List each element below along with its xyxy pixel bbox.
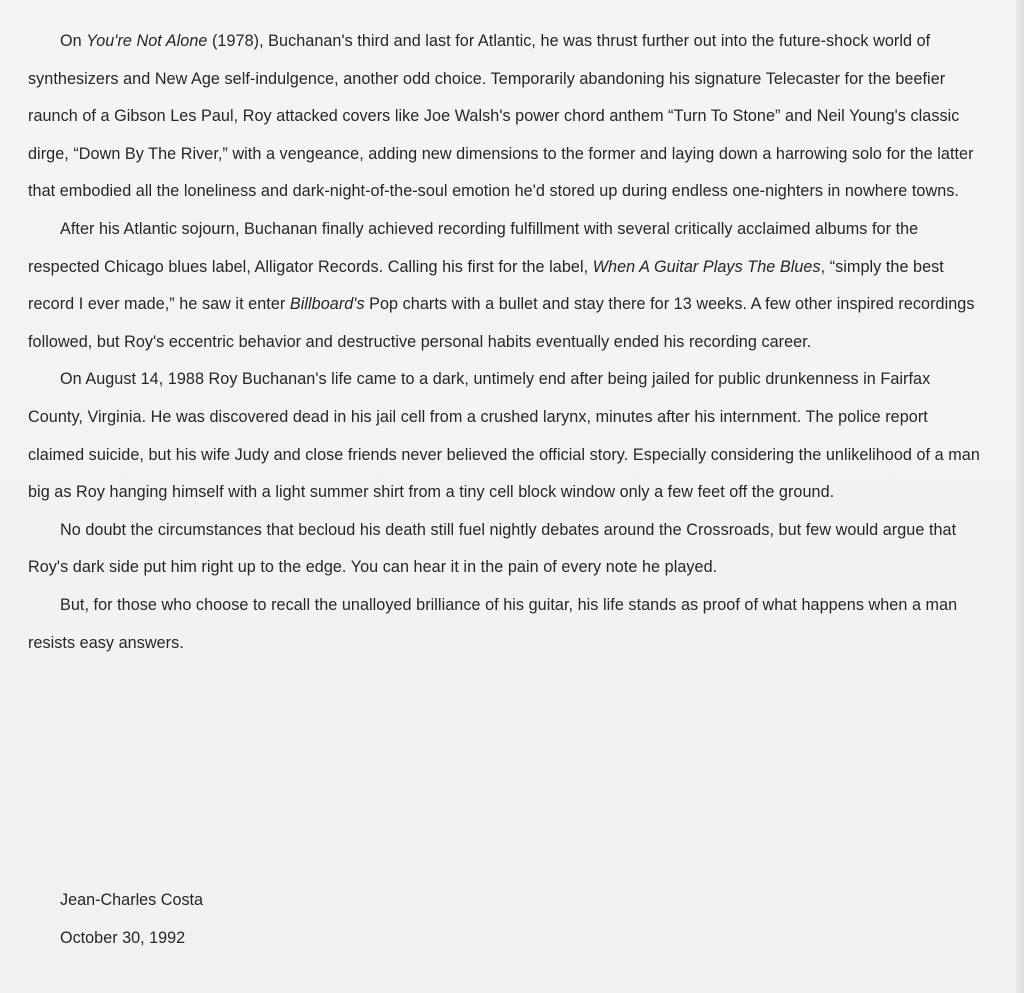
italic-title: You're Not Alone [86,32,208,50]
page-edge [1016,0,1024,993]
paragraph [28,361,988,511]
paragraph-text: After his Atlantic sojourn, Buchanan finally achieved recording fulfillment with several critically acclaimed albums for the respected Chicago blues label, Alligator Records. Calling his first for the label, [28,219,919,276]
paragraph [28,512,988,587]
paragraph-text: On [60,32,87,50]
liner-notes-body [28,23,988,662]
paragraph-text: No doubt the circumstances that becloud his death still fuel nightly debates around the Crossroads, but few would argue that Roy's dark side put him right up to the edge. You can hear it in the pain of every note he played. [28,520,957,577]
signature-date: October 30, 1992 [60,928,186,947]
paragraph-text: (1978), Buchanan's third and last for Atlantic, he was thrust further out into the future-shock world of synthesizers and New Age self-indulgence, another odd choice. Temporarily abandoning his signature Telecaster for the beefier raunch of a Gibson Les Paul, Roy attacked covers like Joe Walsh's power chord anthem “Turn To Stone” and Neil Young's classic dirge, “Down By The River,” with a vengeance, adding new dimensions to the former and laying down a harrowing solo for the latter that embodied all the loneliness and dark-night-of-the-soul emotion he'd stored up during endless one-nighters in nowhere towns. [28,32,974,201]
author-name: Jean-Charles Costa [60,891,204,909]
paragraph [28,587,988,662]
paragraph [28,211,988,361]
paragraph-text: , “simply the best record I ever made,” he saw it enter [28,257,944,314]
signature-block [60,882,203,957]
italic-title: When A Guitar Plays The Blues [592,257,821,276]
paragraph [28,23,988,211]
paragraph-text: On August 14, 1988 Roy Buchanan's life came to a dark, untimely end after being jailed for public drunkenness in Fairfax County, Virginia. He was discovered dead in his jail cell from a crushed larynx, minutes after his internment. The police report claimed suicide, but his wife Judy and close friends never believed the official story. Especially considering the unlikelihood of a man big as Roy hanging himself with a light summer shirt from a tiny cell block window only a few feet off the ground. [28,370,980,502]
paragraph-text: Pop charts with a bullet and stay there for 13 weeks. A few other inspired recordings followed, but Roy's eccentric behavior and destructive personal habits eventually ended his recording career. [28,295,975,351]
paragraph-text: But, for those who choose to recall the unalloyed brilliance of his guitar, his life stands as proof of what happens when a man resists easy answers. [28,595,958,652]
italic-title: Billboard's [289,295,365,314]
